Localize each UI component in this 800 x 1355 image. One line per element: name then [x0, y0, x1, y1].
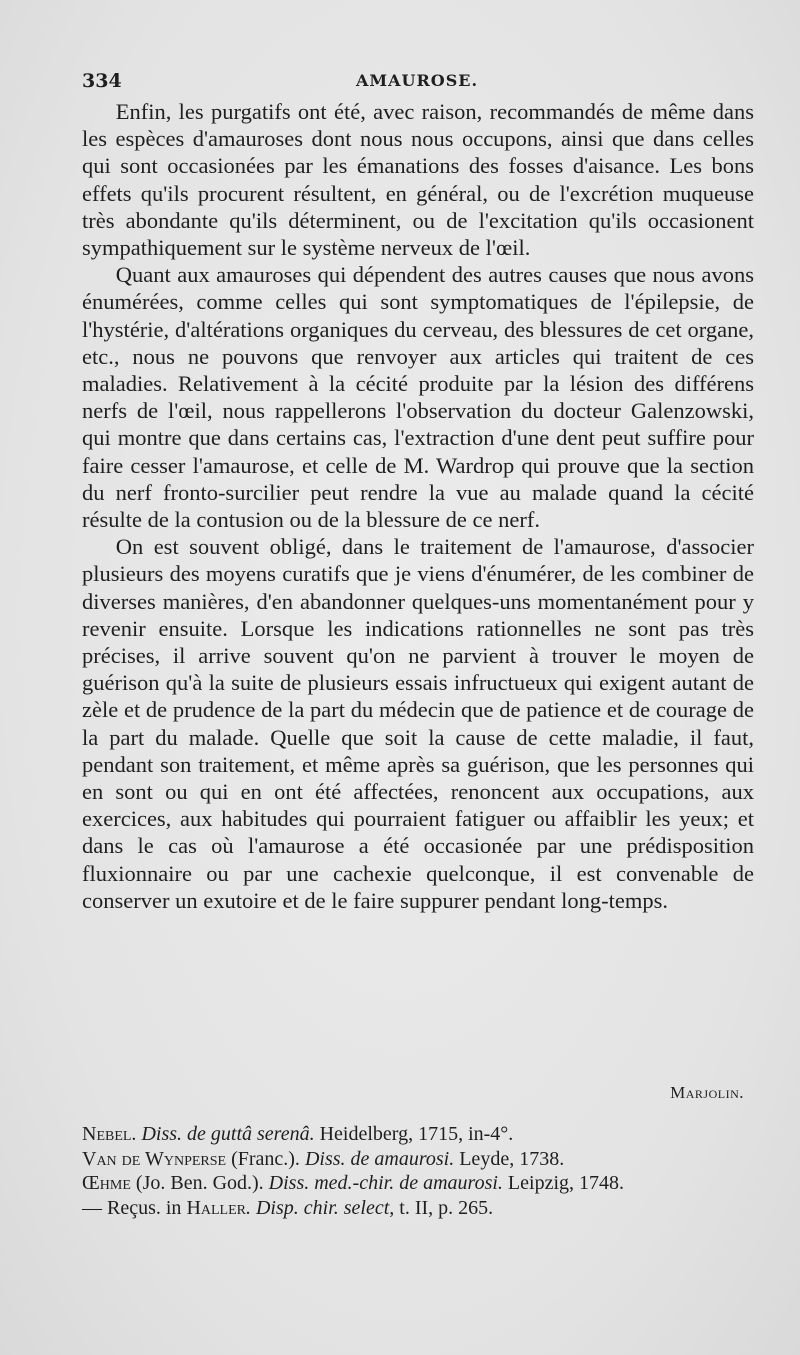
paragraph: Quant aux amauroses qui dépendent des autres causes que nous avons énumérées, comme celles qui sont symptomatiques de l'épilepsie, de l'hystérie, d'altérations organiques du cerveau, des blessures de cet organe, etc., nous ne pouvons que renvoyer aux articles qui traitent de ces maladies. Relativement à la cécité produite par la lésion des différens nerfs de l'œil, nous rappellerons l'observation du docteur Galenzowski, qui montre que dans certains cas, l'extraction d'une dent peut suffire pour faire cesser l'amaurose, et celle de M. Wardrop qui prouve que la section du nerf fronto-surcilier peut rendre la vue au malade quand la cécité résulte de la contusion ou de la blessure de ce nerf.	[82, 262, 754, 533]
author-signature: Marjolin.	[670, 1083, 744, 1102]
bibliography-entry	[82, 1147, 762, 1172]
body-text	[82, 98, 754, 914]
bib-author: Van de Wynperse	[82, 1147, 227, 1170]
bib-author-details: (Jo. Ben. God.).	[130, 1172, 269, 1194]
paragraph: On est souvent obligé, dans le traitement de l'amaurose, d'associer plusieurs des moyens curatifs que je viens d'énumérer, de les combiner de diverses manières, d'en abandonner quelques-uns momentanément pour y revenir ensuite. Lorsque les indications rationnelles ne sont pas très précises, il arrive souvent qu'on ne parvient à trouver le moyen de guérison qu'à la suite de plusieurs essais infructueux qui exigent autant de zèle et de prudence de la part du médecin que de patience et de courage de la part du malade. Quelle que soit la cause de cette maladie, il faut, pendant son traitement, et même après sa guérison, que les personnes qui en sont ou qui en ont été affectées, renoncent aux occupations, aux exercices, aux habitudes qui pourraient fatiguer ou affaiblir les yeux; et dans le cas où l'amaurose a été occasionée par une prédisposition fluxionnaire ou par une cachexie quelconque, il est convenable de conserver un exutoire et de le faire suppurer pendant long-temps.	[82, 534, 754, 913]
bib-title: Diss. med.-chir. de amaurosi.	[268, 1172, 503, 1194]
bib-author-details: (Franc.).	[226, 1147, 305, 1170]
bib-details: Leipzig, 1748.	[502, 1172, 625, 1194]
bib-details: t. II, p. 265.	[394, 1196, 494, 1219]
page-number: 334	[82, 70, 122, 92]
paragraph: Enfin, les purgatifs ont été, avec raison, recommandés de même dans les espèces d'amauroses dont nous nous occupons, ainsi que dans celles qui sont occasionées par les émanations des fosses d'aisance. Les bons effets qu'ils procurent résultent, en général, ou de l'excrétion muqueuse très abondante qu'ils déterminent, ou de l'excitation qu'ils occasionent sympathiquement sur le système nerveux de l'œil.	[82, 99, 754, 261]
bib-details: Leyde, 1738.	[454, 1147, 565, 1170]
bibliography	[82, 1122, 762, 1220]
bib-details: Heidelberg, 1715, in-4°.	[319, 1123, 514, 1145]
bibliography-entry	[82, 1122, 762, 1147]
running-title: AMAUROSE.	[355, 71, 479, 90]
bib-title: Diss. de guttâ serenâ.	[141, 1123, 315, 1145]
bib-author: Œhme	[82, 1172, 131, 1194]
bib-title: Diss. de amaurosi.	[304, 1147, 455, 1170]
bibliography-entry	[82, 1196, 762, 1221]
bib-author: Haller	[186, 1196, 246, 1219]
bib-prefix: — Reçus. in	[82, 1196, 187, 1219]
bib-title: . Disp. chir. select,	[245, 1196, 395, 1219]
bibliography-entry	[82, 1171, 762, 1196]
bib-author: Nebel.	[82, 1123, 137, 1145]
running-head	[82, 70, 752, 96]
